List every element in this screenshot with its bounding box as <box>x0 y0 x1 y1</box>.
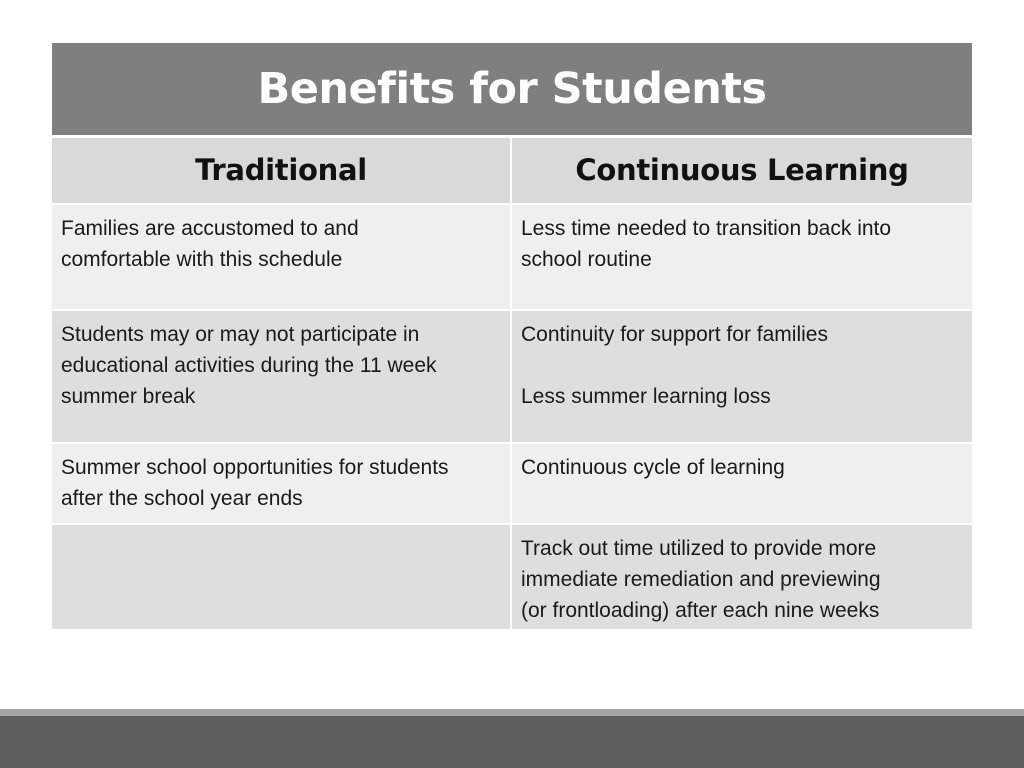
table-cell-traditional: Families are accustomed to and comfortable with this schedule <box>52 205 512 311</box>
table-cell-continuous: Track out time utilized to provide more immediate remediation and previewing (or frontloading) after each nine weeks <box>512 525 972 631</box>
footer-bar <box>0 716 1024 768</box>
column-header-traditional: Traditional <box>52 138 512 205</box>
comparison-table <box>52 43 972 631</box>
footer-divider <box>0 709 1024 716</box>
column-header-continuous-learning: Continuous Learning <box>512 138 972 205</box>
table-cell-traditional-empty <box>52 525 512 631</box>
table-cell-continuous: Less time needed to transition back into school routine <box>512 205 972 311</box>
table-cell-continuous: Continuity for support for families Less summer learning loss <box>512 311 972 444</box>
slide-title: Benefits for Students <box>52 43 972 135</box>
table-grid <box>52 135 972 631</box>
table-cell-traditional: Students may or may not participate in educational activities during the 11 week summer break <box>52 311 512 444</box>
table-cell-continuous: Continuous cycle of learning <box>512 444 972 525</box>
table-cell-traditional: Summer school opportunities for students after the school year ends <box>52 444 512 525</box>
